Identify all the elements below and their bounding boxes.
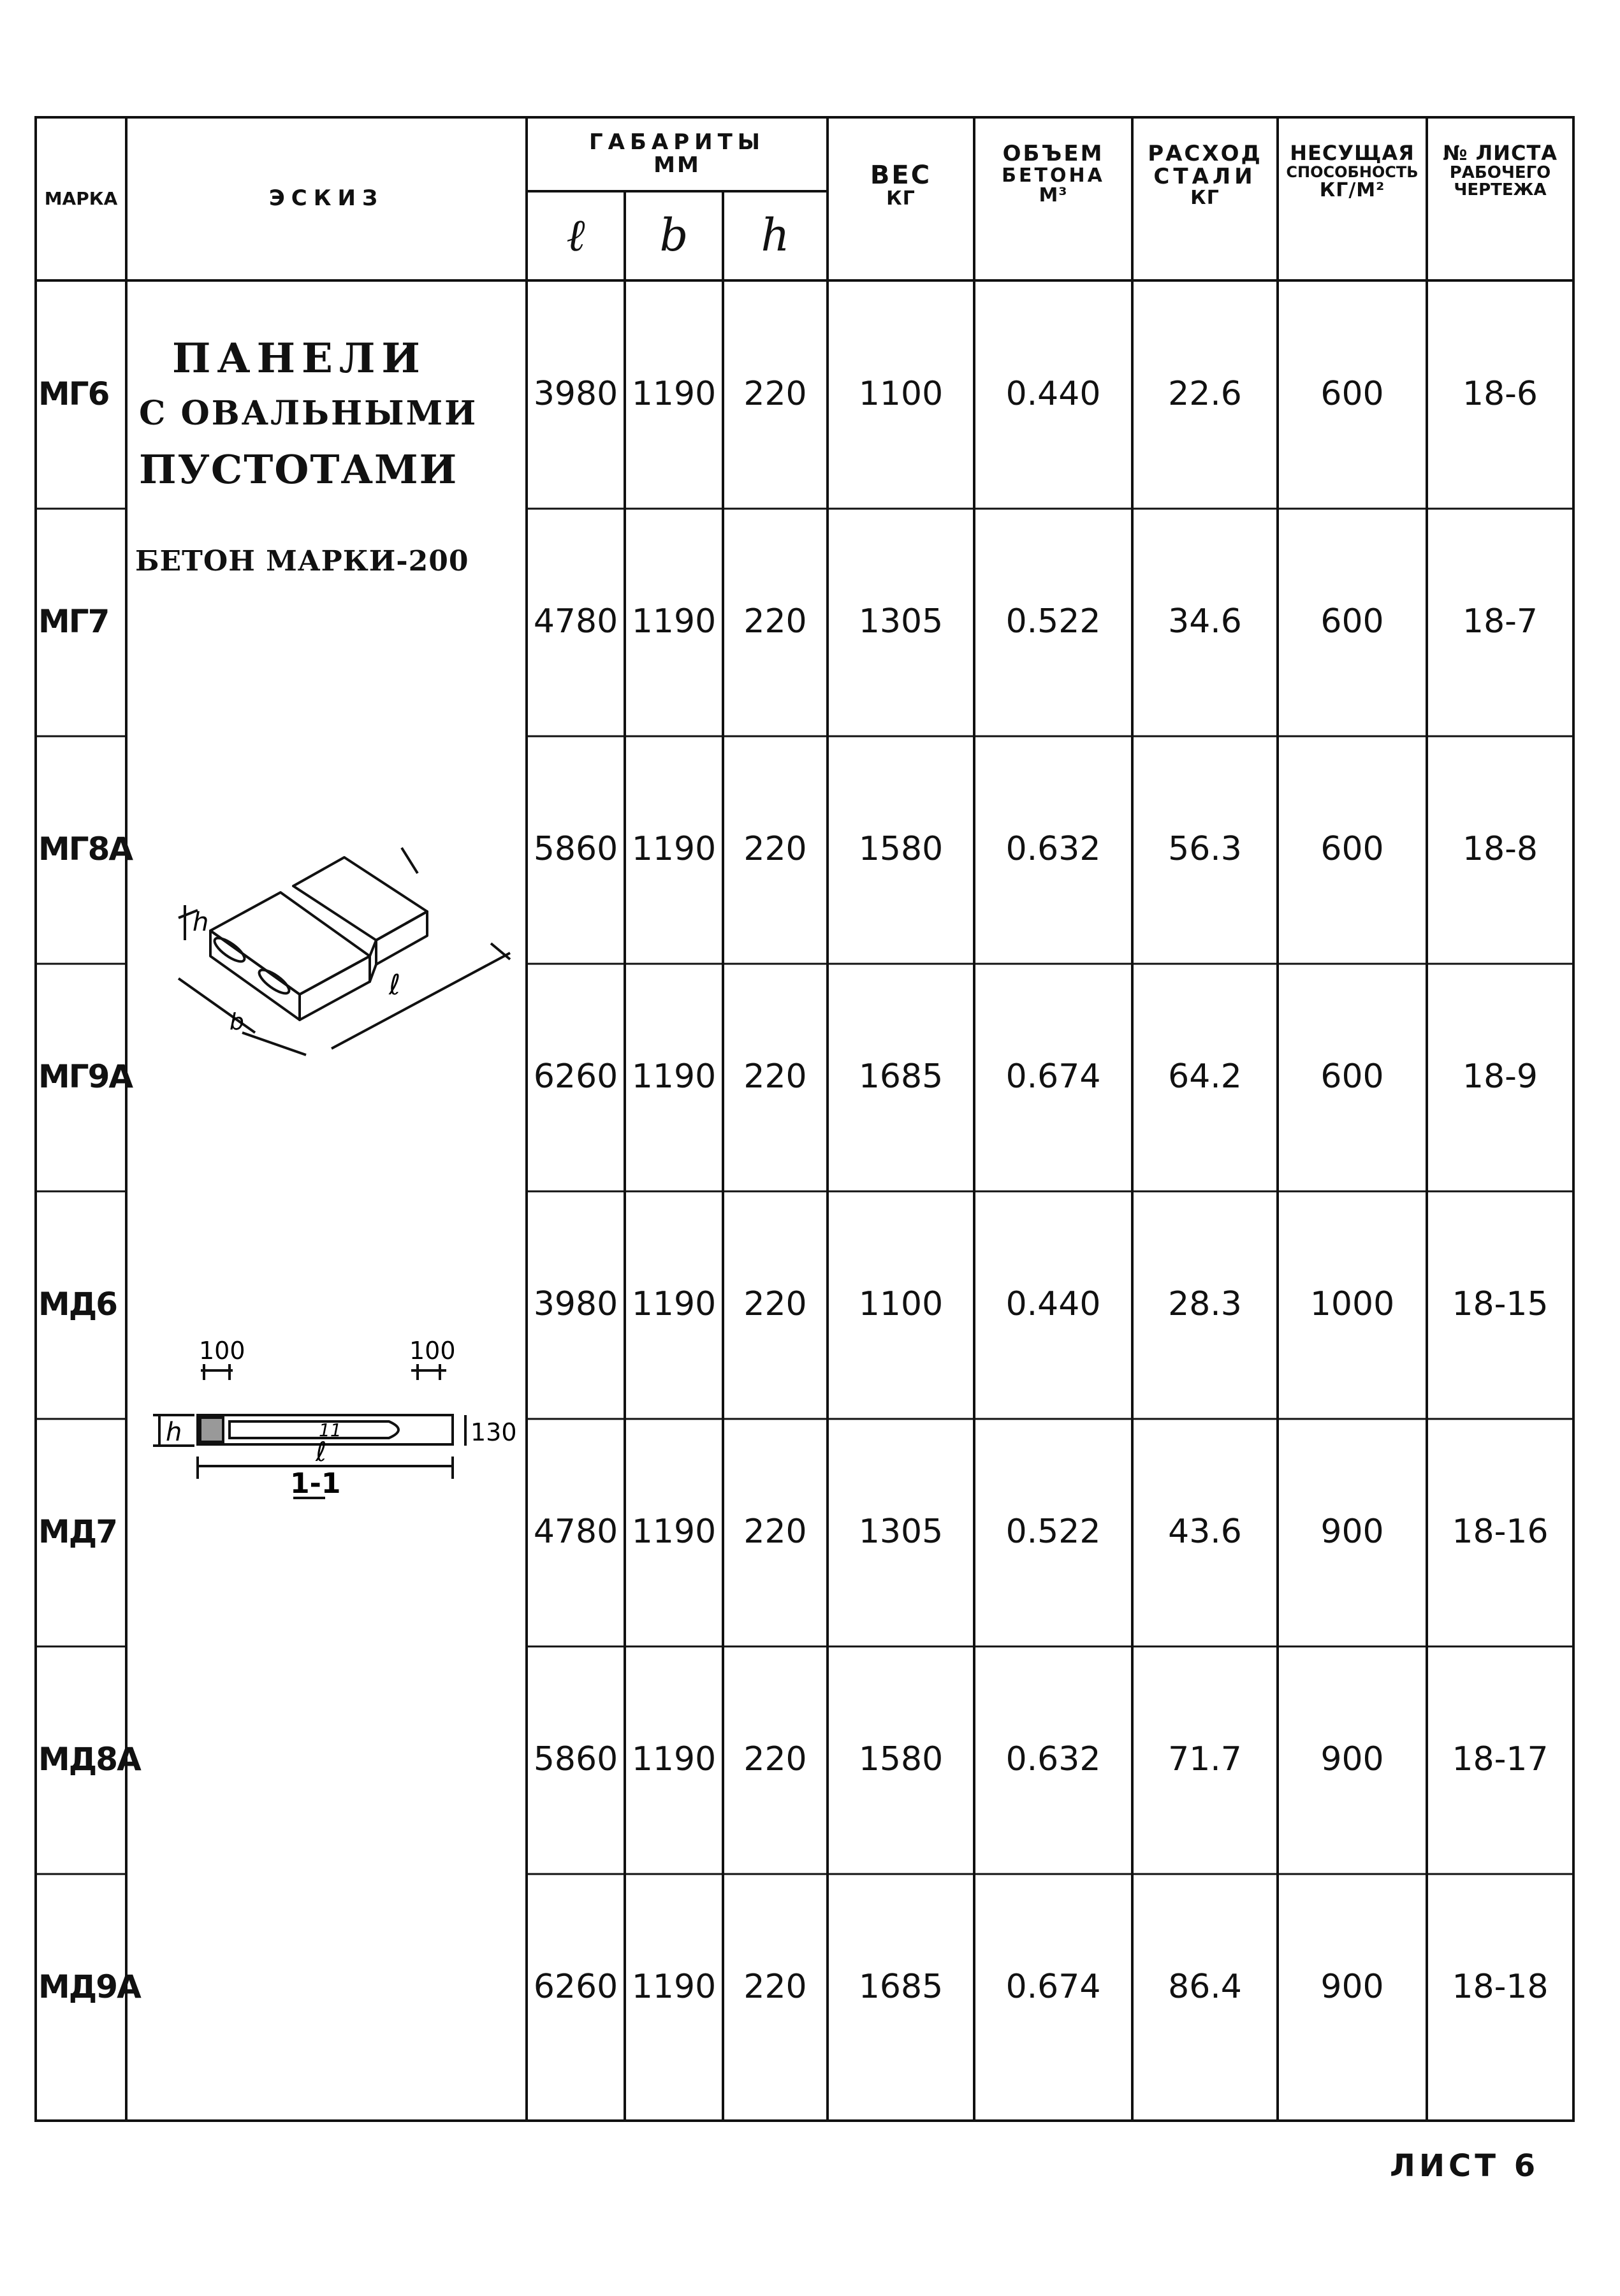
header-ves-line1: ВЕС	[870, 161, 932, 190]
cell-nesush: 900	[1320, 1740, 1384, 1779]
cell-list: 18-16	[1452, 1513, 1549, 1551]
header-gabarity-line1: ГАБАРИТЫ	[588, 129, 765, 156]
cell-l: 4780	[533, 1513, 618, 1551]
cell-list: 18-8	[1462, 830, 1538, 869]
cell-ves: 1100	[858, 1285, 944, 1324]
section-label: 1-1	[290, 1467, 341, 1500]
iso-dim-l: ℓ	[389, 969, 401, 1001]
cell-b: 1190	[631, 830, 717, 869]
cell-marka: МГ6	[38, 375, 109, 413]
cell-ves: 1580	[858, 830, 944, 869]
cell-b: 1190	[631, 1740, 717, 1779]
header-ves	[828, 117, 974, 280]
cell-h: 220	[743, 1968, 807, 2007]
cell-l: 5860	[533, 830, 618, 869]
section-dim-130: 130	[471, 1418, 517, 1446]
header-rashod-line3: КГ	[1190, 187, 1220, 210]
cell-nesush: 1000	[1310, 1285, 1395, 1324]
iso-dim-b: b	[230, 1009, 244, 1035]
cell-marka: МД9А	[38, 1968, 140, 2006]
cell-obem: 0.522	[1005, 1513, 1101, 1551]
section-mark: 11	[319, 1420, 342, 1441]
header-obem-line3: М³	[1039, 184, 1068, 207]
cell-obem: 0.440	[1005, 1285, 1101, 1324]
cell-marka: МД8А	[38, 1741, 140, 1778]
header-obem	[974, 117, 1132, 280]
header-nesush-line1: НЕСУЩАЯ	[1290, 141, 1415, 165]
cell-b: 1190	[631, 1513, 717, 1551]
header-list-line1: № ЛИСТА	[1442, 141, 1558, 165]
cell-obem: 0.674	[1005, 1968, 1101, 2007]
cell-ves: 1305	[858, 602, 944, 641]
cell-list: 18-9	[1462, 1057, 1538, 1096]
header-gabarity	[527, 117, 828, 191]
cell-nesush: 900	[1320, 1968, 1384, 2007]
cell-rashod: 34.6	[1168, 602, 1242, 641]
cell-l: 3980	[533, 375, 618, 414]
header-ves-line2: КГ	[886, 187, 916, 210]
header-rashod-line2: СТАЛИ	[1153, 163, 1257, 189]
header-eskiz: ЭСКИЗ	[268, 185, 384, 212]
cell-nesush: 600	[1320, 830, 1384, 869]
header-nesush-line2: СПОСОБНОСТЬ	[1286, 163, 1419, 181]
cell-obem: 0.632	[1005, 1740, 1101, 1779]
cell-h: 220	[743, 602, 807, 641]
cell-h: 220	[743, 830, 807, 869]
header-list	[1427, 117, 1573, 280]
panel-section-sketch	[134, 1326, 529, 1536]
header-nesush	[1278, 117, 1427, 280]
cell-ves: 1580	[858, 1740, 944, 1779]
cell-obem: 0.632	[1005, 830, 1101, 869]
sketch-title-line1: ПАНЕЛИ	[172, 335, 427, 382]
cell-obem: 0.674	[1005, 1057, 1101, 1096]
cell-nesush: 600	[1320, 375, 1384, 414]
cell-ves: 1685	[858, 1968, 944, 2007]
cell-rashod: 28.3	[1168, 1285, 1242, 1324]
cell-nesush: 600	[1320, 1057, 1384, 1096]
cell-l: 5860	[533, 1740, 618, 1779]
section-dim-h: h	[166, 1418, 182, 1447]
cell-h: 220	[743, 1057, 807, 1096]
sketch-title-line2: С ОВАЛЬНЫМИ	[139, 394, 478, 433]
section-dim-left: 100	[199, 1337, 245, 1365]
cell-marka: МГ9А	[38, 1058, 133, 1096]
cell-marka: МГ7	[38, 603, 109, 641]
cell-ves: 1685	[858, 1057, 944, 1096]
cell-obem: 0.440	[1005, 375, 1101, 414]
cell-list: 18-15	[1452, 1285, 1549, 1324]
header-obem-line1: ОБЪЕМ	[1002, 141, 1104, 166]
sketch-title-line3: ПУСТОТАМИ	[139, 446, 458, 493]
header-obem-line2: БЕТОНА	[1002, 164, 1105, 187]
cell-marka: МГ8А	[38, 831, 133, 868]
cell-nesush: 600	[1320, 602, 1384, 641]
header-l: ℓ	[566, 209, 585, 262]
cell-b: 1190	[631, 1285, 717, 1324]
cell-h: 220	[743, 375, 807, 414]
sheet-number: ЛИСТ 6	[1390, 2148, 1540, 2184]
cell-rashod: 56.3	[1168, 830, 1242, 869]
cell-b: 1190	[631, 602, 717, 641]
cell-l: 6260	[533, 1968, 618, 2007]
section-dim-l: ℓ	[316, 1436, 327, 1467]
cell-h: 220	[743, 1285, 807, 1324]
cell-marka: МД6	[38, 1286, 117, 1323]
panel-isometric-sketch	[134, 829, 529, 1071]
cell-ves: 1305	[858, 1513, 944, 1551]
header-marka: МАРКА	[44, 188, 118, 210]
cell-rashod: 71.7	[1168, 1740, 1242, 1779]
cell-l: 4780	[533, 602, 618, 641]
cell-list: 18-17	[1452, 1740, 1549, 1779]
header-b: b	[659, 209, 689, 262]
cell-b: 1190	[631, 375, 717, 414]
cell-marka: МД7	[38, 1513, 117, 1551]
header-gabarity-line2: ММ	[653, 152, 701, 178]
cell-rashod: 43.6	[1168, 1513, 1242, 1551]
header-list-line3: ЧЕРТЕЖА	[1454, 180, 1547, 200]
header-rashod	[1132, 117, 1278, 280]
cell-rashod: 64.2	[1168, 1057, 1242, 1096]
sketch-concrete-grade: БЕТОН МАРКИ-200	[135, 545, 469, 578]
iso-dim-h: h	[193, 908, 209, 937]
cell-obem: 0.522	[1005, 602, 1101, 641]
cell-list: 18-7	[1462, 602, 1538, 641]
cell-rashod: 86.4	[1168, 1968, 1242, 2007]
header-nesush-line3: КГ/М²	[1319, 178, 1385, 201]
cell-ves: 1100	[858, 375, 944, 414]
cell-h: 220	[743, 1740, 807, 1779]
cell-l: 3980	[533, 1285, 618, 1324]
cell-rashod: 22.6	[1168, 375, 1242, 414]
cell-h: 220	[743, 1513, 807, 1551]
header-h: h	[761, 209, 790, 262]
cell-list: 18-6	[1462, 375, 1538, 414]
header-list-line2: РАБОЧЕГО	[1449, 163, 1551, 182]
cell-b: 1190	[631, 1057, 717, 1096]
section-dim-right: 100	[409, 1337, 456, 1365]
header-rashod-line1: РАСХОД	[1148, 141, 1262, 166]
cell-b: 1190	[631, 1968, 717, 2007]
cell-nesush: 900	[1320, 1513, 1384, 1551]
cell-list: 18-18	[1452, 1968, 1549, 2007]
cell-l: 6260	[533, 1057, 618, 1096]
